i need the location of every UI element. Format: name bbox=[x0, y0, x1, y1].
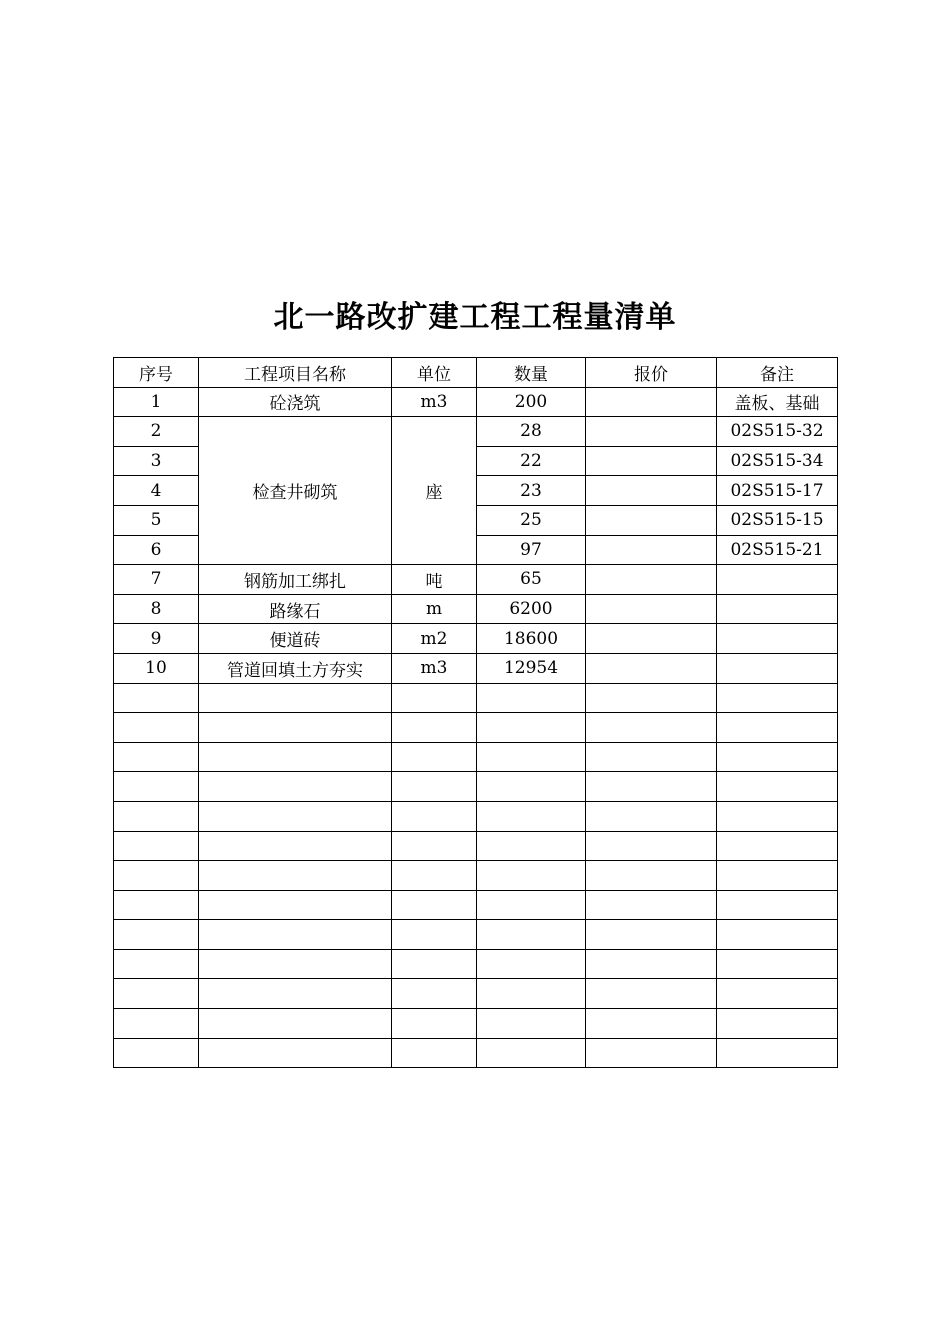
cell-quantity: 97 bbox=[477, 535, 586, 565]
cell-index: 2 bbox=[114, 417, 199, 447]
document-title: 北一路改扩建工程工程量清单 bbox=[273, 300, 677, 335]
cell-quantity-empty bbox=[477, 861, 586, 891]
cell-price-empty bbox=[586, 801, 717, 831]
cell-remark: 02S515-15 bbox=[717, 505, 838, 535]
cell-price-empty bbox=[586, 831, 717, 861]
cell-price-empty bbox=[586, 949, 717, 979]
cell-price bbox=[586, 594, 717, 624]
header-quantity: 数量 bbox=[477, 358, 586, 388]
cell-name-empty bbox=[199, 683, 392, 713]
cell-unit-empty bbox=[392, 713, 477, 743]
cell-index: 8 bbox=[114, 594, 199, 624]
cell-remark bbox=[717, 653, 838, 683]
cell-index-empty bbox=[114, 1009, 199, 1039]
cell-unit-empty bbox=[392, 920, 477, 950]
cell-name-empty bbox=[199, 949, 392, 979]
cell-remark-empty bbox=[717, 1009, 838, 1039]
blank-row bbox=[114, 772, 838, 802]
blank-row bbox=[114, 1038, 838, 1068]
cell-remark-empty bbox=[717, 979, 838, 1009]
cell-quantity: 6200 bbox=[477, 594, 586, 624]
table-row bbox=[114, 387, 838, 417]
table-row bbox=[114, 624, 838, 654]
cell-unit-empty bbox=[392, 1038, 477, 1068]
cell-index-empty bbox=[114, 1038, 199, 1068]
cell-quantity-empty bbox=[477, 949, 586, 979]
cell-unit: m bbox=[392, 594, 477, 624]
cell-price bbox=[586, 417, 717, 447]
cell-name-empty bbox=[199, 920, 392, 950]
table-header-row bbox=[114, 358, 838, 388]
cell-index-empty bbox=[114, 831, 199, 861]
blank-row bbox=[114, 1009, 838, 1039]
cell-name: 钢筋加工绑扎 bbox=[199, 565, 392, 595]
cell-name: 砼浇筑 bbox=[199, 387, 392, 417]
cell-index-empty bbox=[114, 979, 199, 1009]
cell-index-empty bbox=[114, 890, 199, 920]
cell-remark-empty bbox=[717, 920, 838, 950]
cell-name-empty bbox=[199, 861, 392, 891]
cell-quantity: 18600 bbox=[477, 624, 586, 654]
cell-remark-empty bbox=[717, 861, 838, 891]
cell-index: 6 bbox=[114, 535, 199, 565]
cell-name-merged: 检查井砌筑 bbox=[199, 417, 392, 565]
cell-remark: 02S515-21 bbox=[717, 535, 838, 565]
cell-price bbox=[586, 624, 717, 654]
cell-remark: 02S515-32 bbox=[717, 417, 838, 447]
cell-remark-empty bbox=[717, 1038, 838, 1068]
blank-row bbox=[114, 683, 838, 713]
cell-remark-empty bbox=[717, 801, 838, 831]
cell-unit-empty bbox=[392, 831, 477, 861]
cell-index-empty bbox=[114, 713, 199, 743]
cell-unit-empty bbox=[392, 742, 477, 772]
bill-of-quantities-table bbox=[113, 357, 838, 1068]
cell-remark-empty bbox=[717, 831, 838, 861]
cell-index: 3 bbox=[114, 446, 199, 476]
cell-index-empty bbox=[114, 949, 199, 979]
cell-index-empty bbox=[114, 861, 199, 891]
cell-index-empty bbox=[114, 801, 199, 831]
cell-unit-empty bbox=[392, 683, 477, 713]
cell-remark: 盖板、基础 bbox=[717, 387, 838, 417]
header-price: 报价 bbox=[586, 358, 717, 388]
cell-price-empty bbox=[586, 1009, 717, 1039]
cell-price bbox=[586, 565, 717, 595]
cell-name-empty bbox=[199, 1038, 392, 1068]
cell-quantity: 22 bbox=[477, 446, 586, 476]
blank-row bbox=[114, 890, 838, 920]
cell-unit: m2 bbox=[392, 624, 477, 654]
cell-name-empty bbox=[199, 1009, 392, 1039]
cell-quantity-empty bbox=[477, 979, 586, 1009]
cell-index: 1 bbox=[114, 387, 199, 417]
cell-price-empty bbox=[586, 713, 717, 743]
cell-name-empty bbox=[199, 831, 392, 861]
cell-name-empty bbox=[199, 713, 392, 743]
cell-remark-empty bbox=[717, 772, 838, 802]
cell-name-empty bbox=[199, 801, 392, 831]
cell-remark bbox=[717, 565, 838, 595]
cell-quantity-empty bbox=[477, 713, 586, 743]
cell-name: 管道回填土方夯实 bbox=[199, 653, 392, 683]
cell-name-empty bbox=[199, 979, 392, 1009]
cell-quantity-empty bbox=[477, 1009, 586, 1039]
cell-price-empty bbox=[586, 1038, 717, 1068]
cell-quantity-empty bbox=[477, 683, 586, 713]
header-remark: 备注 bbox=[717, 358, 838, 388]
cell-unit: m3 bbox=[392, 387, 477, 417]
cell-quantity: 25 bbox=[477, 505, 586, 535]
cell-quantity-empty bbox=[477, 801, 586, 831]
cell-index: 5 bbox=[114, 505, 199, 535]
cell-price-empty bbox=[586, 861, 717, 891]
cell-quantity-empty bbox=[477, 772, 586, 802]
cell-quantity: 200 bbox=[477, 387, 586, 417]
cell-quantity-empty bbox=[477, 890, 586, 920]
cell-index: 7 bbox=[114, 565, 199, 595]
blank-row bbox=[114, 920, 838, 950]
cell-quantity-empty bbox=[477, 831, 586, 861]
cell-remark: 02S515-17 bbox=[717, 476, 838, 506]
blank-row bbox=[114, 831, 838, 861]
cell-quantity-empty bbox=[477, 920, 586, 950]
blank-row bbox=[114, 801, 838, 831]
cell-index: 9 bbox=[114, 624, 199, 654]
cell-price-empty bbox=[586, 920, 717, 950]
cell-remark-empty bbox=[717, 742, 838, 772]
cell-remark: 02S515-34 bbox=[717, 446, 838, 476]
table-row bbox=[114, 565, 838, 595]
cell-quantity: 12954 bbox=[477, 653, 586, 683]
cell-quantity-empty bbox=[477, 742, 586, 772]
cell-price-empty bbox=[586, 683, 717, 713]
cell-name-empty bbox=[199, 772, 392, 802]
cell-unit-empty bbox=[392, 1009, 477, 1039]
cell-price bbox=[586, 505, 717, 535]
cell-index-empty bbox=[114, 920, 199, 950]
table-row bbox=[114, 417, 838, 447]
cell-index: 4 bbox=[114, 476, 199, 506]
blank-row bbox=[114, 979, 838, 1009]
cell-index-empty bbox=[114, 683, 199, 713]
cell-price bbox=[586, 535, 717, 565]
cell-remark-empty bbox=[717, 890, 838, 920]
cell-name: 便道砖 bbox=[199, 624, 392, 654]
cell-unit-empty bbox=[392, 979, 477, 1009]
cell-remark-empty bbox=[717, 949, 838, 979]
header-name: 工程项目名称 bbox=[199, 358, 392, 388]
blank-rows bbox=[114, 683, 838, 1068]
blank-row bbox=[114, 713, 838, 743]
table-row bbox=[114, 594, 838, 624]
cell-price-empty bbox=[586, 742, 717, 772]
table-row bbox=[114, 653, 838, 683]
cell-index: 10 bbox=[114, 653, 199, 683]
cell-price bbox=[586, 446, 717, 476]
cell-unit-empty bbox=[392, 861, 477, 891]
cell-index-empty bbox=[114, 742, 199, 772]
cell-price-empty bbox=[586, 979, 717, 1009]
cell-quantity: 65 bbox=[477, 565, 586, 595]
cell-quantity: 23 bbox=[477, 476, 586, 506]
cell-remark-empty bbox=[717, 683, 838, 713]
cell-name-empty bbox=[199, 890, 392, 920]
header-index: 序号 bbox=[114, 358, 199, 388]
cell-remark bbox=[717, 594, 838, 624]
cell-unit-empty bbox=[392, 949, 477, 979]
cell-price bbox=[586, 476, 717, 506]
cell-unit: m3 bbox=[392, 653, 477, 683]
cell-name: 路缘石 bbox=[199, 594, 392, 624]
cell-remark bbox=[717, 624, 838, 654]
cell-price-empty bbox=[586, 890, 717, 920]
cell-unit-merged: 座 bbox=[392, 417, 477, 565]
cell-quantity: 28 bbox=[477, 417, 586, 447]
cell-unit-empty bbox=[392, 890, 477, 920]
cell-quantity-empty bbox=[477, 1038, 586, 1068]
cell-price bbox=[586, 387, 717, 417]
blank-row bbox=[114, 949, 838, 979]
blank-row bbox=[114, 861, 838, 891]
cell-price bbox=[586, 653, 717, 683]
cell-name-empty bbox=[199, 742, 392, 772]
cell-price-empty bbox=[586, 772, 717, 802]
blank-row bbox=[114, 742, 838, 772]
cell-unit-empty bbox=[392, 772, 477, 802]
cell-index-empty bbox=[114, 772, 199, 802]
cell-unit: 吨 bbox=[392, 565, 477, 595]
cell-unit-empty bbox=[392, 801, 477, 831]
header-unit: 单位 bbox=[392, 358, 477, 388]
cell-remark-empty bbox=[717, 713, 838, 743]
